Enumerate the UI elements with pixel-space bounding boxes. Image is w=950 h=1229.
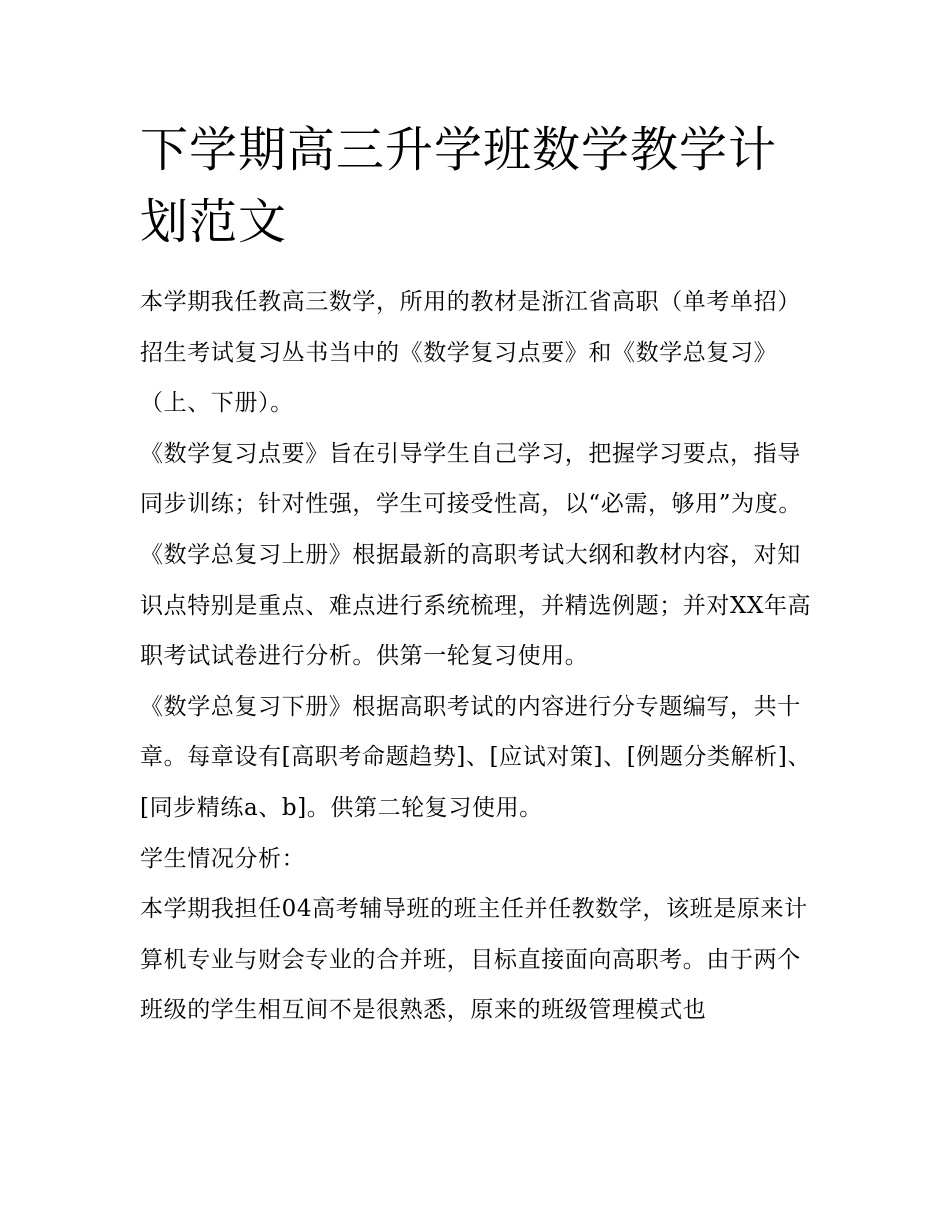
document-body: [140, 277, 820, 1036]
paragraph-review-points: 《数学复习点要》旨在引导学生自己学习，把握学习要点，指导同步训练；针对性强，学生可接受性高，以“必需，够用”为度。: [140, 440, 802, 518]
paragraph-textbook-intro: 本学期我任教高三数学，所用的教材是浙江省高职（单考单招）招生考试复习丛书当中的《数学复习点要》和《数学总复习》（上、下册）。: [140, 289, 801, 417]
document-title: 下学期高三升学班数学教学计划范文: [140, 122, 778, 250]
paragraph-review-volume-2: 《数学总复习下册》根据高职考试的内容进行分专题编写，共十章。每章设有[高职考命题趋势]、[应试对策]、[例题分类解析]、[同步精练a、b]。供第二轮复习使用。: [140, 693, 812, 821]
paragraph-student-analysis: 本学期我担任04高考辅导班的班主任并任教数学，该班是原来计算机专业与财会专业的合并班，目标直接面向高职考。由于两个班级的学生相互间不是很熟悉，原来的班级管理模式也: [140, 896, 808, 1024]
section-heading-student-analysis: 学生情况分析：: [140, 845, 306, 872]
paragraph-review-volume-1: 《数学总复习上册》根据最新的高职考试大纲和教材内容，对知识点特别是重点、难点进行系统梳理，并精选例题；并对XX年高职考试试卷进行分析。供第一轮复习使用。: [140, 541, 812, 670]
